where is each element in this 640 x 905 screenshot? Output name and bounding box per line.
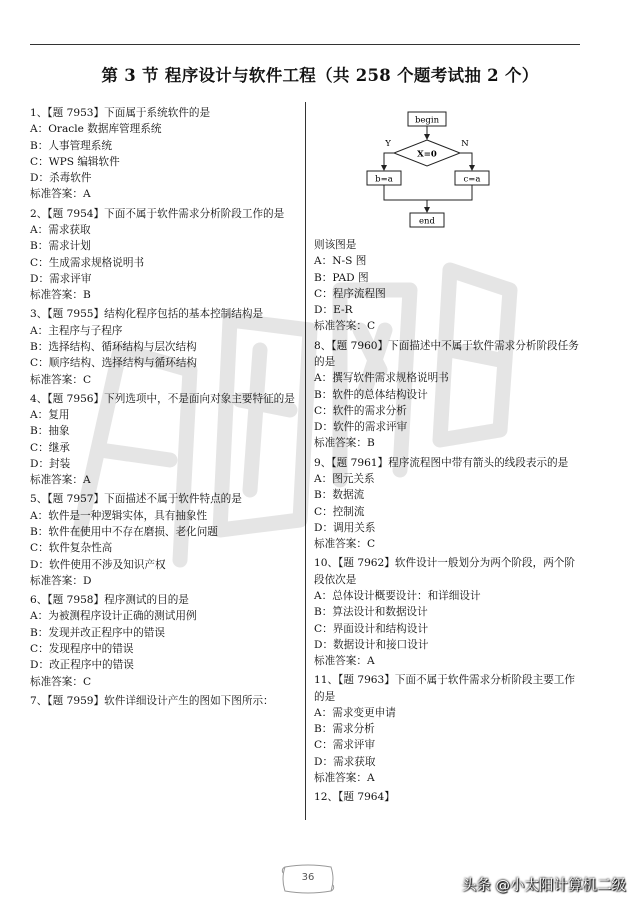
question-stem: 10、【题 7962】软件设计一般划分为两个阶段，两个阶段依次是 <box>314 557 575 586</box>
answer-option: A：总体设计概要设计：和详细设计 <box>314 589 481 602</box>
answer-option: C：生成需求规格说明书 <box>30 256 145 269</box>
column-divider <box>305 102 306 820</box>
answer-option: B：PAD 图 <box>314 271 369 284</box>
question-block <box>314 237 584 335</box>
question-stem: 7、【题 7959】软件详细设计产生的图如下图所示： <box>30 694 274 707</box>
answer-option: C：界面设计和结构设计 <box>314 622 429 635</box>
question-block <box>30 693 302 709</box>
question-stem: 2、【题 7954】下面不属于软件需求分析阶段工作的是 <box>30 207 285 220</box>
question-block <box>314 555 584 669</box>
answer-option: A：需求变更申请 <box>314 706 396 719</box>
answer-option: D：数据设计和接口设计 <box>314 638 429 651</box>
question-stem: 9、【题 7961】程序流程图中带有箭头的线段表示的是 <box>314 456 569 469</box>
left-column <box>30 105 302 712</box>
question-block <box>30 105 302 203</box>
standard-answer: 标准答案：A <box>30 188 91 201</box>
question-stem: 6、【题 7958】程序测试的目的是 <box>30 594 189 607</box>
answer-option: A：主程序与子程序 <box>30 324 123 337</box>
question-stem: 则该图是 <box>314 239 357 251</box>
answer-option: A：图元关系 <box>314 472 375 485</box>
flow-left-box-label: b=a <box>375 174 393 185</box>
question-stem: 1、【题 7953】下面属于系统软件的是 <box>30 107 211 119</box>
standard-answer: 标准答案：A <box>314 772 375 785</box>
standard-answer: 标准答案：A <box>30 474 91 487</box>
answer-option: A：需求获取 <box>30 223 91 236</box>
answer-option: B：人事管理系统 <box>30 139 112 152</box>
answer-option: D：封装 <box>30 457 71 470</box>
page-title: 第 3 节 程序设计与软件工程（共 258 个题考试抽 2 个） <box>101 66 539 85</box>
flow-yes-label: Y <box>385 139 391 149</box>
question-block <box>30 206 302 304</box>
answer-option: C：WPS 编辑软件 <box>30 155 120 168</box>
standard-answer: 标准答案：B <box>30 289 91 302</box>
answer-option: A：为被测程序设计正确的测试用例 <box>30 610 197 623</box>
question-stem: 12、【题 7964】 <box>314 791 395 804</box>
question-block <box>30 391 302 489</box>
answer-option: B：发现并改正程序中的错误 <box>30 626 165 639</box>
answer-option: B：需求分析 <box>314 723 375 736</box>
answer-option: D：E-R <box>314 304 353 317</box>
answer-option: D：软件的需求评审 <box>314 421 408 434</box>
answer-option: C：程序流程图 <box>314 287 386 300</box>
question-block <box>314 672 584 786</box>
answer-option: B：算法设计和数据设计 <box>314 606 428 619</box>
answer-option: C：顺序结构、选择结构与循环结构 <box>30 357 198 370</box>
standard-answer: 标准答案：C <box>30 675 92 688</box>
answer-option: D：软件使用不涉及知识产权 <box>30 558 166 571</box>
answer-option: B：软件的总体结构设计 <box>314 388 428 401</box>
answer-option: A：撰写软件需求规格说明书 <box>314 372 449 385</box>
answer-option: C：发现程序中的错误 <box>30 642 134 655</box>
question-block <box>30 491 302 589</box>
question-stem: 8、【题 7960】下面描述中不属于软件需求分析阶段任务的是 <box>314 339 579 368</box>
question-block <box>30 592 302 690</box>
answer-option: A：N-S 图 <box>314 255 367 268</box>
question-block <box>314 789 584 805</box>
source-credit: 头条 @小太阳计算机二级 <box>461 878 626 894</box>
flow-arrow-no <box>460 153 472 170</box>
answer-option: B：软件在使用中不存在磨损、老化问题 <box>30 525 218 538</box>
answer-option: A：Oracle 数据库管理系统 <box>30 123 162 136</box>
answer-option: A：复用 <box>30 409 70 422</box>
standard-answer: 标准答案：C <box>314 538 376 551</box>
answer-option: C：控制流 <box>314 505 365 518</box>
answer-option: C：需求评审 <box>314 739 376 752</box>
flow-end-label: end <box>419 216 435 227</box>
answer-option: B：需求计划 <box>30 240 91 253</box>
answer-option: D：改正程序中的错误 <box>30 659 134 672</box>
answer-option: A：软件是一种逻辑实体，具有抽象性 <box>30 509 208 522</box>
flow-no-label: N <box>461 139 469 149</box>
answer-option: D：调用关系 <box>314 521 376 534</box>
answer-option: C：软件的需求分析 <box>314 404 407 417</box>
question-stem: 11、【题 7963】下面不属于软件需求分析阶段主要工作的是 <box>314 674 575 703</box>
flow-begin-label: begin <box>414 115 440 126</box>
question-block <box>314 455 584 553</box>
top-rule <box>30 44 580 45</box>
answer-option: D：杀毒软件 <box>30 172 92 185</box>
standard-answer: 标准答案：C <box>314 320 376 333</box>
question-stem: 4、【题 7956】下列选项中，不是面向对象主要特征的是 <box>30 392 295 405</box>
answer-option: B：选择结构、循环结构与层次结构 <box>30 340 197 353</box>
right-column <box>314 237 584 808</box>
question-stem: 3、【题 7955】结构化程序包括的基本控制结构是 <box>30 308 264 321</box>
answer-option: D：需求评审 <box>30 272 92 285</box>
question-block <box>314 338 584 452</box>
answer-option: C：软件复杂性高 <box>30 542 113 555</box>
standard-answer: 标准答案：A <box>314 655 375 668</box>
answer-option: D：需求获取 <box>314 755 376 768</box>
answer-option: B：抽象 <box>30 425 70 438</box>
question-block <box>30 306 302 387</box>
flow-condition-label: X=0 <box>417 149 437 160</box>
flowchart-diagram <box>362 108 502 232</box>
answer-option: C：继承 <box>30 441 70 454</box>
standard-answer: 标准答案：C <box>30 373 92 386</box>
question-stem: 5、【题 7957】下面描述不属于软件特点的是 <box>30 493 242 506</box>
flow-arrow-yes <box>384 153 394 170</box>
flow-merge-lines <box>384 185 472 200</box>
standard-answer: 标准答案：D <box>30 574 92 587</box>
standard-answer: 标准答案：B <box>314 437 375 450</box>
answer-option: B：数据流 <box>314 489 365 502</box>
flow-right-box-label: c=a <box>463 174 481 185</box>
page-number: 36 <box>301 872 315 883</box>
